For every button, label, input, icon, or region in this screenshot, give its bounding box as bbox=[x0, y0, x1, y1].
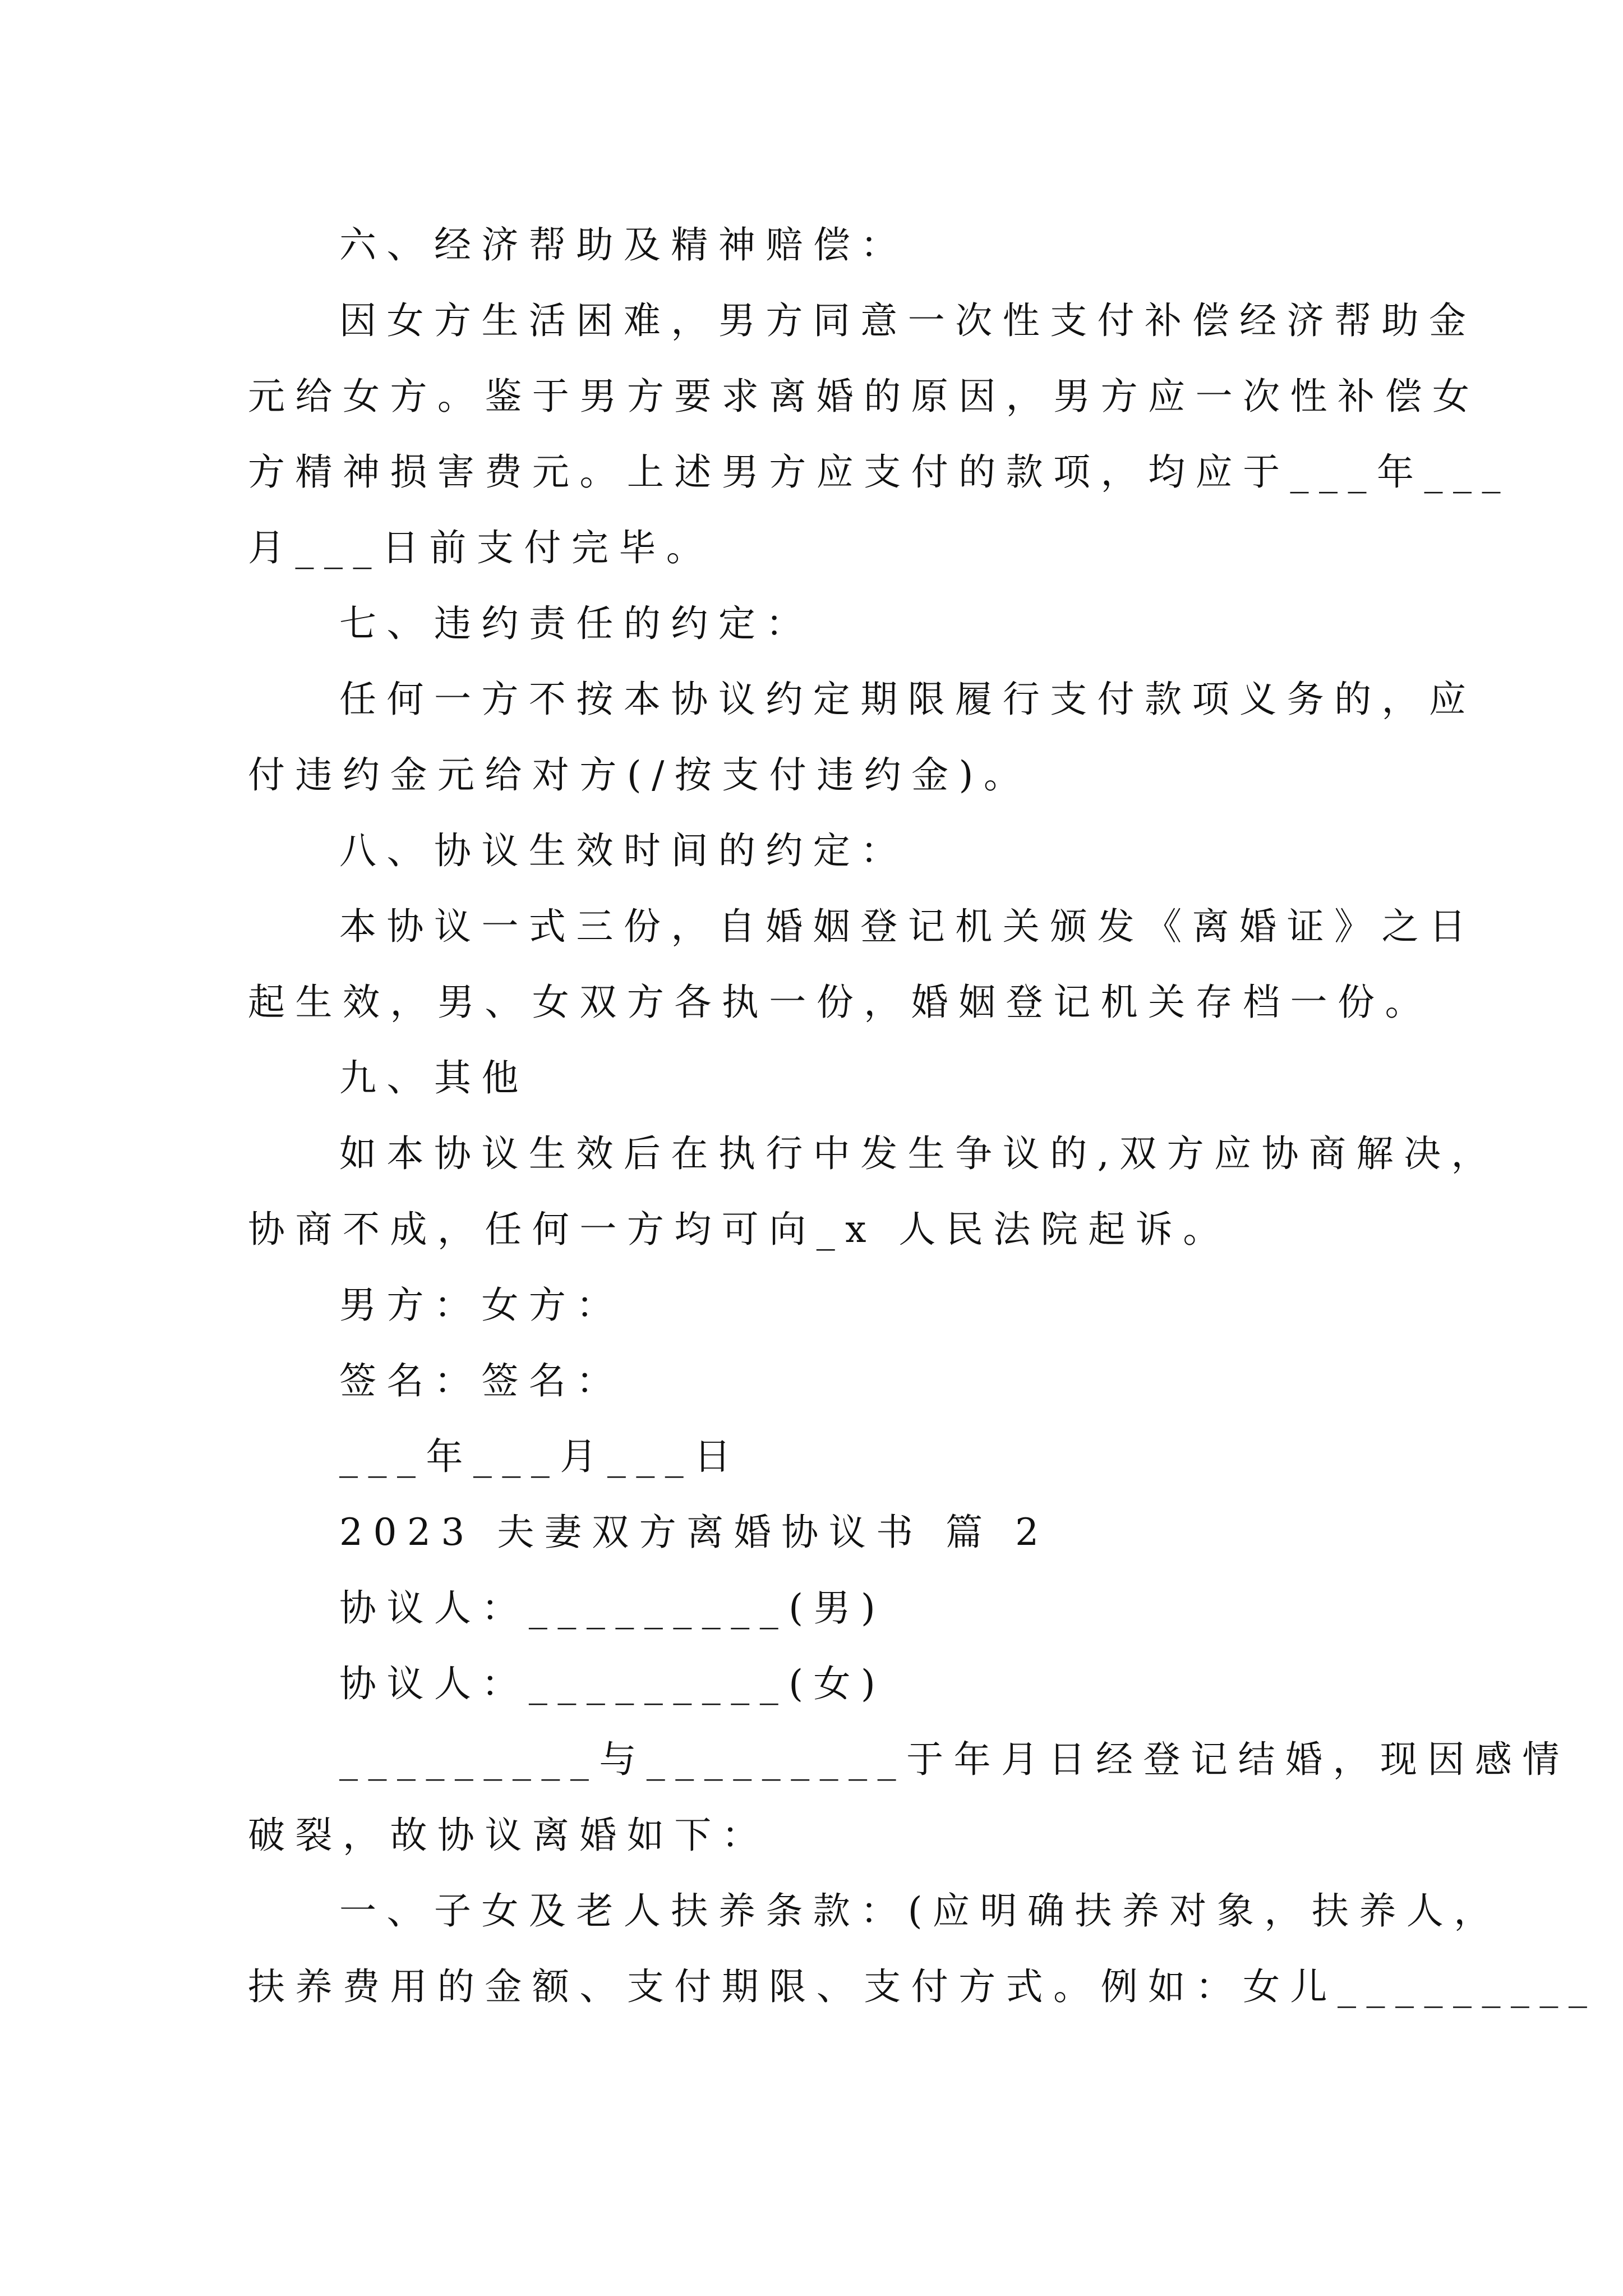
paragraph-line: 付违约金元给对方(/按支付违约金)。 bbox=[248, 753, 1031, 797]
signature-labels: 签名：签名： bbox=[339, 1359, 624, 1402]
paragraph-line: _________与_________于年月日经登记结婚，现因感情 bbox=[339, 1738, 1570, 1781]
party-labels: 男方：女方： bbox=[339, 1283, 624, 1327]
paragraph-line: 如本协议生效后在执行中发生争议的,双方应协商解决， bbox=[339, 1132, 1498, 1175]
paragraph-line: 任何一方不按本协议约定期限履行支付款项义务的，应 bbox=[339, 678, 1477, 721]
paragraph-line: 元给女方。鉴于男方要求离婚的原因，男方应一次性补偿女 bbox=[248, 375, 1480, 418]
agreement-title: 2023 夫妻双方离婚协议书 篇 2 bbox=[339, 1511, 1049, 1554]
paragraph-line: 破裂，故协议离婚如下： bbox=[248, 1814, 769, 1857]
section-8-heading: 八、协议生效时间的约定： bbox=[339, 829, 908, 872]
paragraph-line: 月___日前支付完毕。 bbox=[248, 526, 714, 569]
paragraph-line: 协商不成，任何一方均可向_x 人民法院起诉。 bbox=[248, 1208, 1230, 1251]
section-1-heading: 一、子女及老人扶养条款：(应明确扶养对象，扶养人， bbox=[339, 1889, 1501, 1932]
paragraph-line: 起生效，男、女双方各执一份，婚姻登记机关存档一份。 bbox=[248, 981, 1432, 1024]
paragraph-line: 因女方生活困难，男方同意一次性支付补偿经济帮助金 bbox=[339, 299, 1477, 342]
section-7-heading: 七、违约责任的约定： bbox=[339, 602, 813, 645]
paragraph-line: 扶养费用的金额、支付期限、支付方式。例如：女儿_________ bbox=[248, 1965, 1598, 2008]
date-line: ___年___月___日 bbox=[339, 1435, 741, 1478]
section-6-heading: 六、经济帮助及精神赔偿： bbox=[339, 223, 908, 266]
section-9-heading: 九、其他 bbox=[339, 1056, 529, 1099]
paragraph-line: 方精神损害费元。上述男方应支付的款项，均应于___年___ bbox=[248, 450, 1511, 494]
party-male-line: 协议人：_________(男) bbox=[339, 1586, 886, 1630]
party-female-line: 协议人：_________(女) bbox=[339, 1662, 886, 1705]
paragraph-line: 本协议一式三份，自婚姻登记机关颁发《离婚证》之日 bbox=[339, 905, 1477, 948]
